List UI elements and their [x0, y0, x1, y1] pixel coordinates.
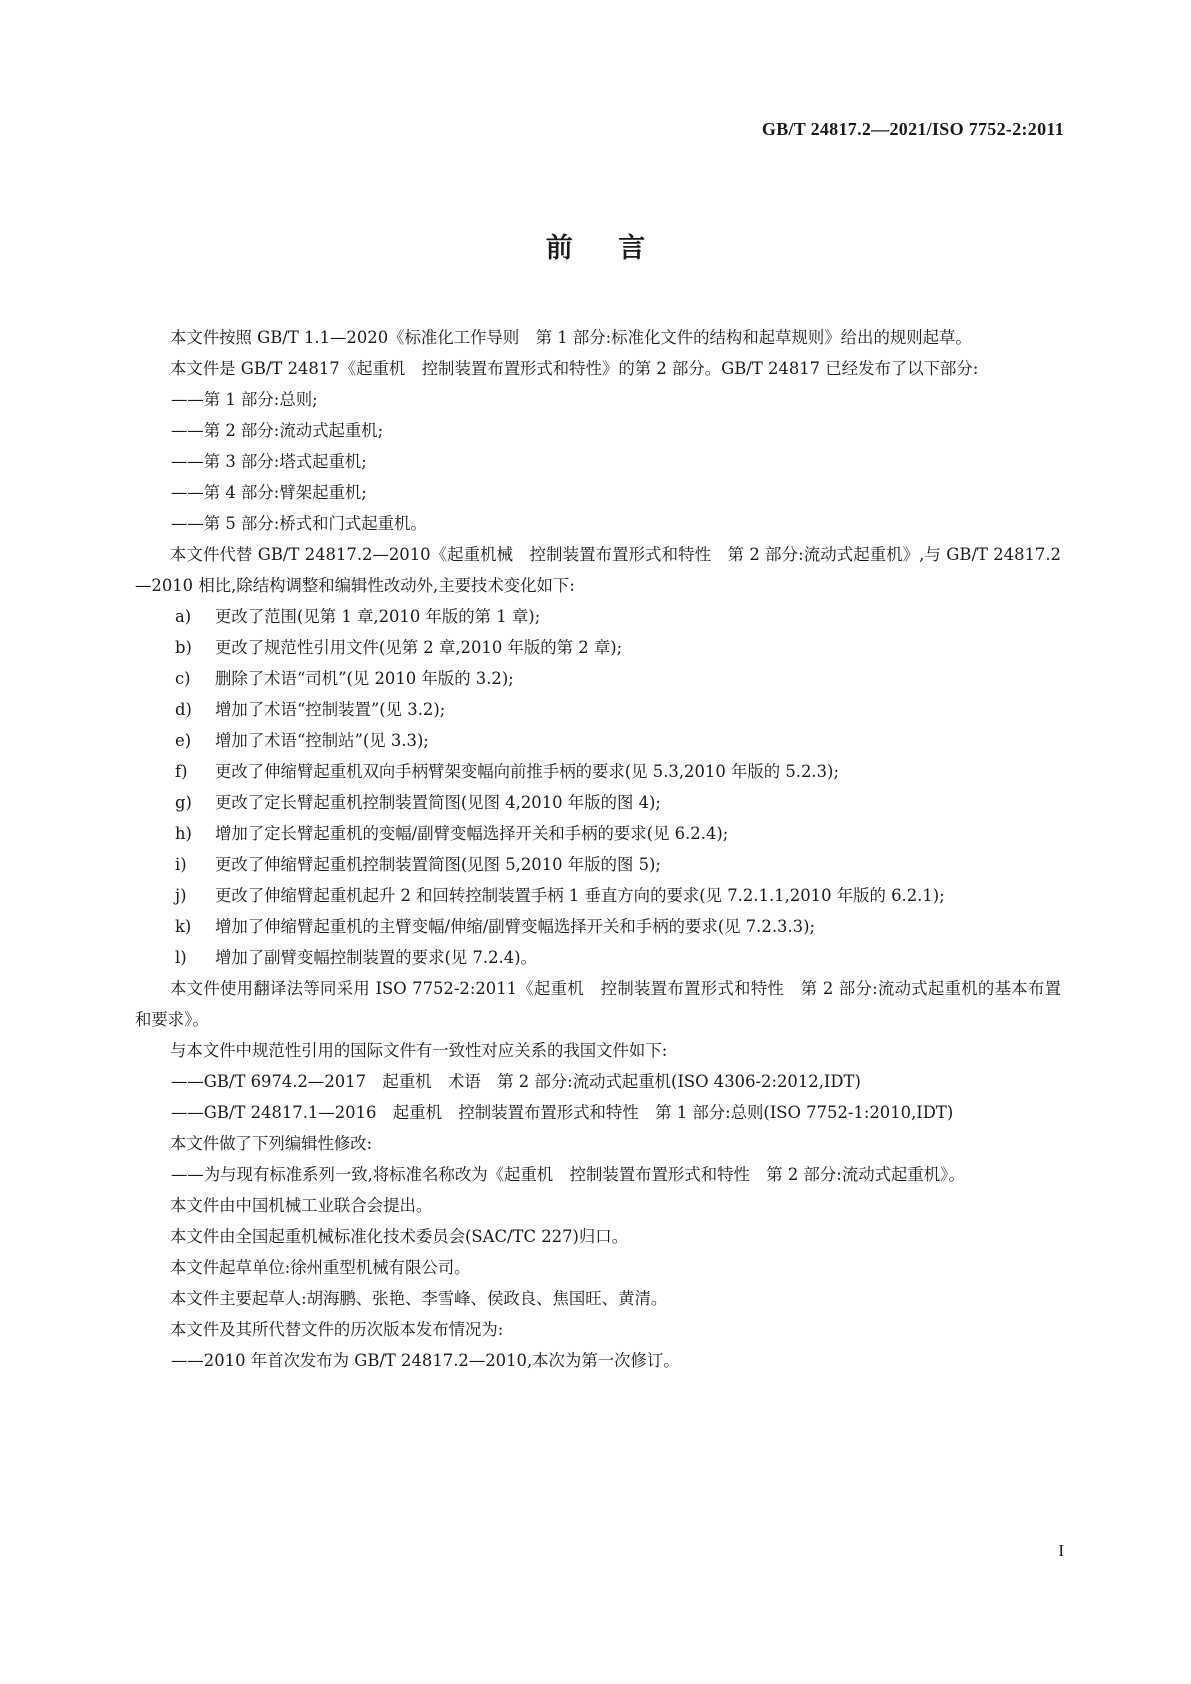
- list-marker: c): [175, 669, 191, 688]
- list-marker: h): [175, 824, 192, 843]
- page-number: I: [1058, 1541, 1064, 1560]
- paragraph: 本文件是 GB/T 24817《起重机 控制装置布置形式和特性》的第 2 部分。GB/T 24817 已经发布了以下部分:: [170, 359, 979, 378]
- list-item: ——第 3 部分:塔式起重机;: [171, 452, 367, 471]
- change-text: 更改了定长臂起重机控制装置简图(见图 4,2010 年版的图 4);: [215, 793, 661, 812]
- change-text: 更改了范围(见第 1 章,2010 年版的第 1 章);: [215, 607, 541, 626]
- paragraph: 本文件主要起草人:胡海鹏、张艳、李雪峰、侯政良、焦国旺、黄清。: [170, 1289, 668, 1308]
- edit-item: ——为与现有标准系列一致,将标准名称改为《起重机 控制装置布置形式和特性 第 2 部分:流动式起重机》。: [171, 1165, 965, 1184]
- list-marker: l): [175, 948, 187, 967]
- change-item: [135, 694, 1061, 725]
- paragraph: 本文件及其所代替文件的历次版本发布情况为:: [170, 1320, 504, 1339]
- paragraph: 本文件由中国机械工业联合会提出。: [170, 1196, 433, 1215]
- list-marker: g): [175, 793, 192, 812]
- change-text: 增加了伸缩臂起重机的主臂变幅/伸缩/副臂变幅选择开关和手柄的要求(见 7.2.3.3);: [215, 917, 816, 936]
- change-item: [135, 880, 1061, 911]
- change-item: [135, 756, 1061, 787]
- change-text: 增加了定长臂起重机的变幅/副臂变幅选择开关和手柄的要求(见 6.2.4);: [215, 824, 729, 843]
- paragraph: 与本文件中规范性引用的国际文件有一致性对应关系的我国文件如下:: [170, 1041, 668, 1060]
- list-marker: k): [175, 917, 192, 936]
- paragraph: 本文件做了下列编辑性修改:: [170, 1134, 373, 1153]
- paragraph: 本文件使用翻译法等同采用 ISO 7752-2:2011《起重机 控制装置布置形式和特性 第 2 部分:流动式起重机的基本布置和要求》。: [135, 979, 1061, 1029]
- change-item: [135, 849, 1061, 880]
- history-item: ——2010 年首次发布为 GB/T 24817.2—2010,本次为第一次修订。: [171, 1351, 680, 1370]
- change-text: 增加了副臂变幅控制装置的要求(见 7.2.4)。: [215, 948, 537, 967]
- list-marker: d): [175, 700, 192, 719]
- change-item: [135, 601, 1061, 632]
- list-item: ——第 5 部分:桥式和门式起重机。: [171, 514, 427, 533]
- paragraph: 本文件起草单位:徐州重型机械有限公司。: [170, 1258, 471, 1277]
- change-text: 更改了伸缩臂起重机双向手柄臂架变幅向前推手柄的要求(见 5.3,2010 年版的 5.2.3);: [215, 762, 839, 781]
- list-item: ——第 4 部分:臂架起重机;: [171, 483, 367, 502]
- change-item: [135, 663, 1061, 694]
- change-text: 增加了术语“控制站”(见 3.3);: [215, 731, 429, 750]
- change-text: 删除了术语“司机”(见 2010 年版的 3.2);: [215, 669, 514, 688]
- change-item: [135, 632, 1061, 663]
- reference-item: ——GB/T 24817.1—2016 起重机 控制装置布置形式和特性 第 1 部分:总则(ISO 7752-1:2010,IDT): [171, 1103, 954, 1122]
- paragraph: 本文件由全国起重机械标准化技术委员会(SAC/TC 227)归口。: [170, 1227, 629, 1246]
- change-text: 更改了伸缩臂起重机起升 2 和回转控制装置手柄 1 垂直方向的要求(见 7.2.1.1,2010 年版的 6.2.1);: [215, 886, 945, 905]
- change-text: 增加了术语“控制装置”(见 3.2);: [215, 700, 446, 719]
- change-item: [135, 725, 1061, 756]
- reference-item: ——GB/T 6974.2—2017 起重机 术语 第 2 部分:流动式起重机(ISO 4306-2:2012,IDT): [171, 1072, 861, 1091]
- change-text: 更改了伸缩臂起重机控制装置简图(见图 5,2010 年版的图 5);: [215, 855, 661, 874]
- list-marker: f): [175, 762, 188, 781]
- change-item: [135, 818, 1061, 849]
- list-marker: b): [175, 638, 192, 657]
- list-marker: i): [175, 855, 187, 874]
- paragraph: 本文件代替 GB/T 24817.2—2010《起重机械 控制装置布置形式和特性 第 2 部分:流动式起重机》,与 GB/T 24817.2—2010 相比,除结构调整和编辑性改动外,主要技术变化如下:: [135, 545, 1061, 595]
- foreword-body: [135, 322, 1061, 1376]
- page-title: 前 言: [545, 233, 646, 264]
- change-item: [135, 911, 1061, 942]
- list-marker: j): [175, 886, 187, 905]
- list-item: ——第 2 部分:流动式起重机;: [171, 421, 384, 440]
- change-item: [135, 787, 1061, 818]
- list-item: ——第 1 部分:总则;: [171, 390, 318, 409]
- list-marker: a): [175, 607, 192, 626]
- change-item: [135, 942, 1061, 973]
- change-text: 更改了规范性引用文件(见第 2 章,2010 年版的第 2 章);: [215, 638, 623, 657]
- paragraph: 本文件按照 GB/T 1.1—2020《标准化工作导则 第 1 部分:标准化文件的结构和起草规则》给出的规则起草。: [170, 328, 972, 347]
- list-marker: e): [175, 731, 192, 750]
- document-code: GB/T 24817.2—2021/ISO 7752-2:2011: [761, 119, 1064, 139]
